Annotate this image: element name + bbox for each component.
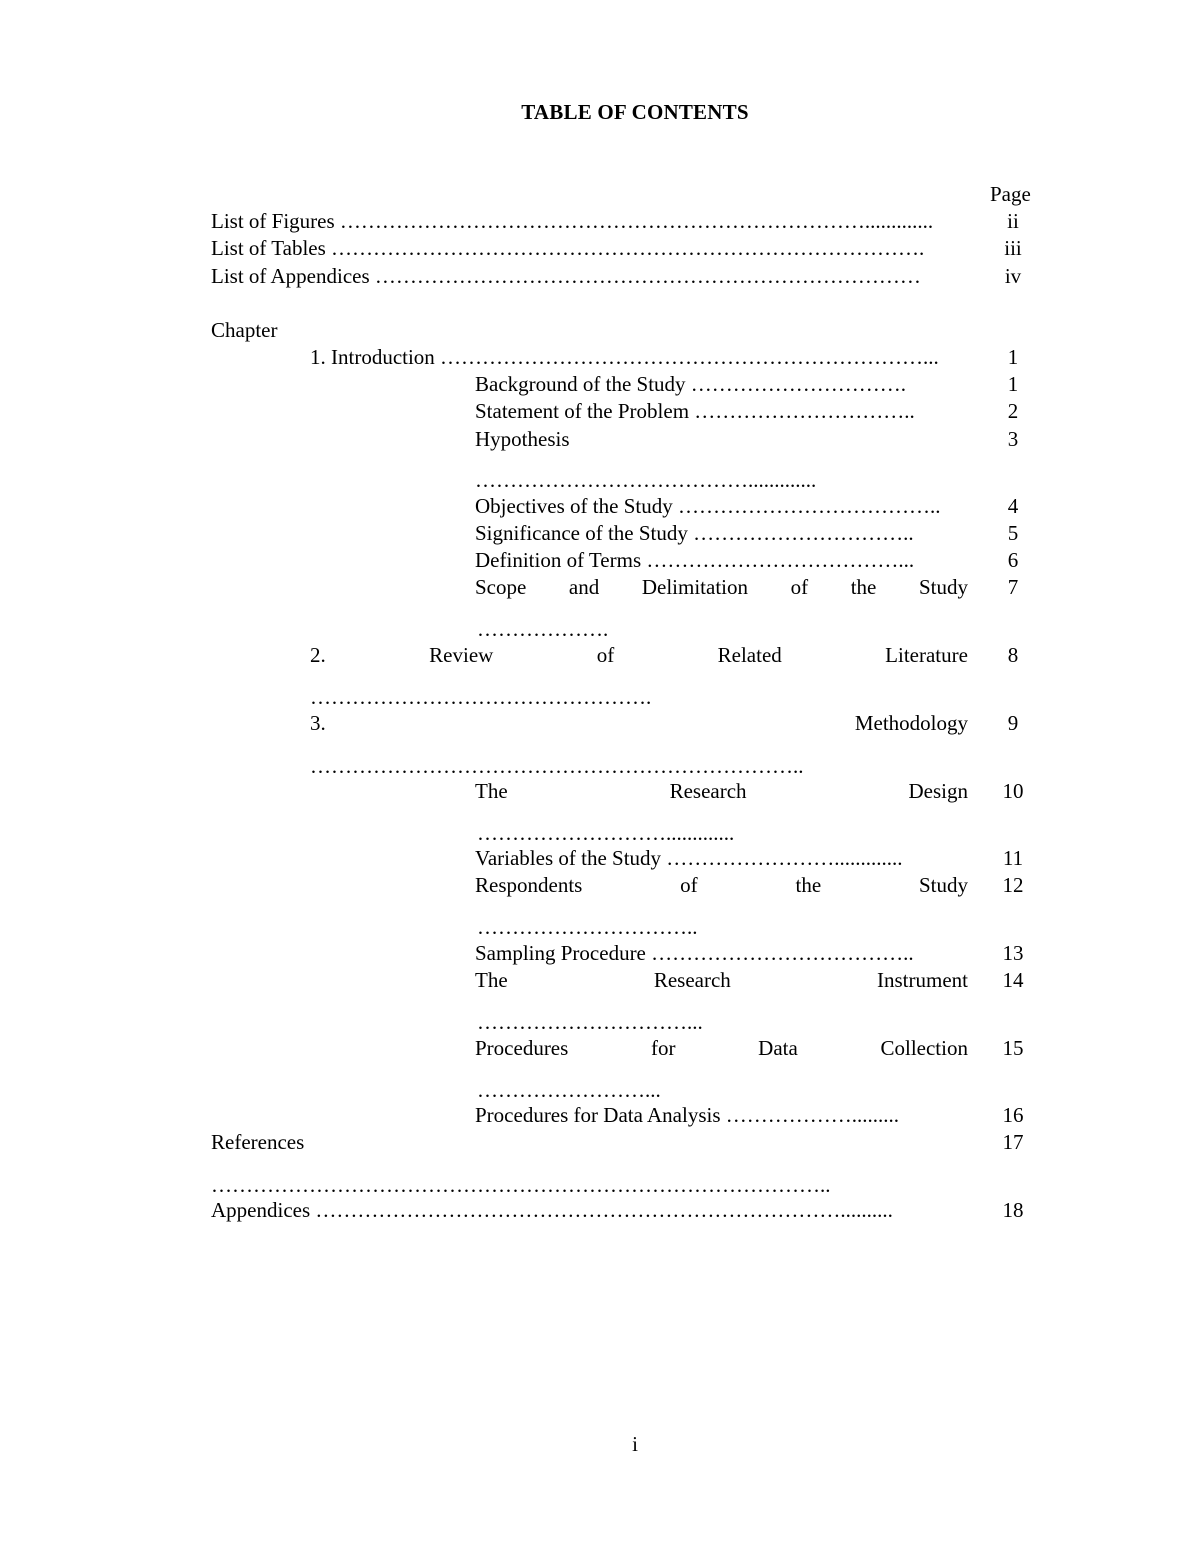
toc-entry-text: Significance of the Study ………………………….. bbox=[475, 521, 914, 545]
toc-entry-text bbox=[475, 1035, 968, 1061]
toc-entry-text: Definition of Terms ………………………………... bbox=[475, 548, 915, 572]
toc-entry-text bbox=[310, 710, 968, 736]
toc-word: Study bbox=[918, 873, 968, 897]
chapter-heading: Chapter bbox=[211, 318, 278, 342]
toc-entry-page: 7 bbox=[1007, 575, 1019, 599]
toc-entry-page: 5 bbox=[1007, 521, 1019, 545]
toc-entry-page: 17 bbox=[1002, 1130, 1024, 1154]
toc-leader-dots: …………………………………………………………….. bbox=[310, 754, 804, 778]
toc-entry-text bbox=[475, 778, 968, 804]
toc-leader-dots: ……………………... bbox=[477, 1078, 661, 1102]
toc-entry-text bbox=[310, 642, 968, 668]
toc-entry-text: Statement of the Problem ………………………….. bbox=[475, 399, 915, 423]
toc-entry-text: Hypothesis bbox=[475, 427, 570, 451]
toc-leader-dots: …………………………………............. bbox=[475, 468, 817, 492]
toc-entry-page: 18 bbox=[1002, 1198, 1024, 1222]
toc-entry-page: 6 bbox=[1007, 548, 1019, 572]
toc-entry-text bbox=[475, 574, 968, 600]
toc-leader-dots: ………………. bbox=[477, 617, 609, 641]
toc-word: Collection bbox=[880, 1036, 968, 1060]
page-column-header: Page bbox=[990, 182, 1031, 206]
toc-word: The bbox=[475, 779, 508, 803]
toc-word: for bbox=[650, 1036, 676, 1060]
toc-entry-page: 16 bbox=[1002, 1103, 1024, 1127]
toc-word: Related bbox=[717, 643, 782, 667]
toc-entry-page: iii bbox=[1004, 236, 1022, 260]
toc-entry-text bbox=[475, 967, 968, 993]
toc-entry-page: 12 bbox=[1002, 873, 1024, 897]
toc-word: Procedures bbox=[475, 1036, 569, 1060]
toc-word: of bbox=[680, 873, 698, 897]
toc-entry-text: 1. Introduction ……………………………………………………………... bbox=[310, 345, 939, 369]
toc-word: the bbox=[850, 575, 877, 599]
toc-entry-page: 2 bbox=[1007, 399, 1019, 423]
toc-word: The bbox=[475, 968, 508, 992]
toc-word: Review bbox=[429, 643, 494, 667]
toc-entry-page: 13 bbox=[1002, 941, 1024, 965]
toc-entry-text: List of Figures …………………………………………………………………............. bbox=[211, 209, 934, 233]
toc-leader-dots: ………………………….. bbox=[477, 915, 698, 939]
toc-leader-dots: ………………………............. bbox=[477, 821, 735, 845]
toc-word: 2. bbox=[310, 643, 326, 667]
toc-entry-text: Appendices ………………………………………………………………….......... bbox=[211, 1198, 893, 1222]
toc-entry-page: 14 bbox=[1002, 968, 1024, 992]
toc-entry-page: iv bbox=[1004, 264, 1022, 288]
toc-word: Research bbox=[653, 968, 731, 992]
toc-entry-text: Objectives of the Study ……………………………….. bbox=[475, 494, 941, 518]
toc-word: of bbox=[596, 643, 615, 667]
toc-entry-page: 9 bbox=[1007, 711, 1019, 735]
toc-entry-page: 3 bbox=[1007, 427, 1019, 451]
toc-word: Delimitation bbox=[641, 575, 748, 599]
toc-entry-page: ii bbox=[1007, 209, 1019, 233]
footer-page-number: i bbox=[632, 1432, 638, 1456]
toc-word: and bbox=[568, 575, 600, 599]
toc-entry-text: Variables of the Study ……………………............. bbox=[475, 846, 903, 870]
toc-word: Data bbox=[758, 1036, 798, 1060]
toc-entry-page: 4 bbox=[1007, 494, 1019, 518]
toc-word: Scope bbox=[475, 575, 527, 599]
toc-entry-text bbox=[475, 872, 968, 898]
toc-word: Literature bbox=[885, 643, 968, 667]
toc-word: of bbox=[790, 575, 809, 599]
toc-entry-page: 8 bbox=[1007, 643, 1019, 667]
toc-title: TABLE OF CONTENTS bbox=[521, 100, 749, 124]
toc-entry-text: Sampling Procedure ……………………………….. bbox=[475, 941, 914, 965]
toc-entry-text: Background of the Study …………………………. bbox=[475, 372, 907, 396]
toc-word: the bbox=[795, 873, 822, 897]
toc-leader-dots: …………………………………………………………………………….. bbox=[211, 1173, 831, 1197]
toc-word: 3. bbox=[310, 711, 326, 735]
toc-entry-text: References bbox=[211, 1130, 305, 1154]
toc-entry-page: 1 bbox=[1007, 345, 1019, 369]
toc-word: Study bbox=[918, 575, 968, 599]
toc-entry-text: List of Appendices …………………………………………………………………… bbox=[211, 264, 921, 288]
toc-word: Design bbox=[908, 779, 968, 803]
toc-leader-dots: …………………………………………. bbox=[310, 685, 652, 709]
toc-word: Research bbox=[669, 779, 747, 803]
toc-entry-text: Procedures for Data Analysis ………………......... bbox=[475, 1103, 900, 1127]
toc-entry-page: 10 bbox=[1002, 779, 1024, 803]
toc-word: Respondents bbox=[475, 873, 583, 897]
toc-word: Instrument bbox=[877, 968, 968, 992]
toc-entry-page: 11 bbox=[1002, 846, 1024, 870]
toc-entry-text: List of Tables …………………………………………………………………………. bbox=[211, 236, 925, 260]
toc-word: Methodology bbox=[854, 711, 968, 735]
toc-leader-dots: …………………………... bbox=[477, 1010, 703, 1034]
toc-entry-page: 1 bbox=[1007, 372, 1019, 396]
toc-entry-page: 15 bbox=[1002, 1036, 1024, 1060]
